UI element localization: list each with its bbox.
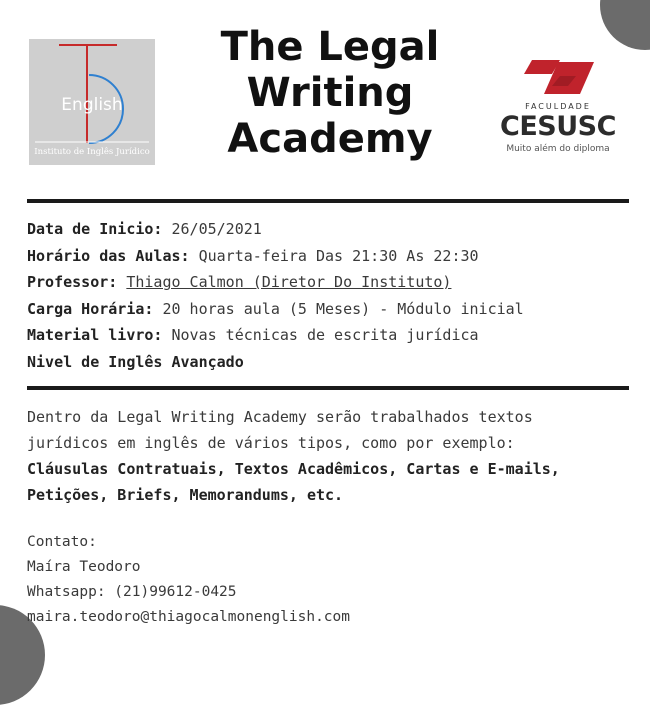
divider-top (27, 199, 629, 203)
cesusc-logo-mark (496, 56, 620, 102)
description-line-2: jurídicos em inglês de vários tipos, como por exemplo: (27, 434, 515, 452)
contact-heading: Contato: (27, 534, 97, 550)
start-date-row (27, 216, 627, 243)
contact-block (27, 530, 627, 630)
course-description (27, 404, 627, 508)
cesusc-brand: CESUSC (500, 111, 616, 142)
description-line-1: Dentro da Legal Writing Academy serão trabalhados textos (27, 408, 533, 426)
professor-value: Thiago Calmon (Diretor Do Instituto) (126, 273, 452, 291)
material-label: Material livro: (27, 326, 163, 344)
professor-row (27, 269, 627, 296)
institute-logo-subtitle: Instituto de Inglês Jurídico (34, 147, 150, 157)
cesusc-prefix: FACULDADE (525, 102, 591, 111)
divider-middle (27, 386, 629, 390)
description-line-3: Cláusulas Contratuais, Textos Acadêmicos, Cartas e E-mails, (27, 460, 560, 478)
title-line-3: Academy (227, 116, 433, 162)
description-line-4: Petições, Briefs, Memorandums, etc. (27, 486, 344, 504)
schedule-label: Horário das Aulas: (27, 246, 190, 265)
material-row (27, 322, 627, 349)
schedule-value: Quarta-feira Das 21:30 As 22:30 (189, 246, 479, 265)
page-title (185, 24, 475, 162)
material-value: Novas técnicas de escrita jurídica (162, 326, 479, 344)
professor-label: Professor: (27, 273, 118, 291)
title-line-2: Writing (246, 70, 414, 116)
start-date-label: Data de Inicio: (27, 220, 163, 238)
level-text: Nivel de Inglês Avançado (27, 352, 244, 371)
institute-logo-word: English (61, 95, 123, 115)
cesusc-tagline: Muito além do diploma (506, 144, 610, 154)
title-line-1: The Legal (220, 24, 440, 70)
hours-value: 20 horas aula (5 Meses) - Módulo inicial (153, 299, 524, 318)
contact-email: maira.teodoro@thiagocalmonenglish.com (27, 609, 351, 625)
schedule-row (27, 243, 627, 270)
start-date-value: 26/05/2021 (162, 220, 262, 238)
contact-whatsapp: Whatsapp: (21)99612-0425 (27, 584, 237, 600)
corner-decoration-top-right (600, 0, 650, 50)
contact-name: Maíra Teodoro (27, 559, 141, 575)
institute-logo (29, 39, 155, 165)
hours-row (27, 296, 627, 323)
cesusc-logo (496, 56, 620, 166)
level-row (27, 349, 627, 376)
hours-label: Carga Horária: (27, 299, 154, 318)
course-details (27, 216, 627, 375)
